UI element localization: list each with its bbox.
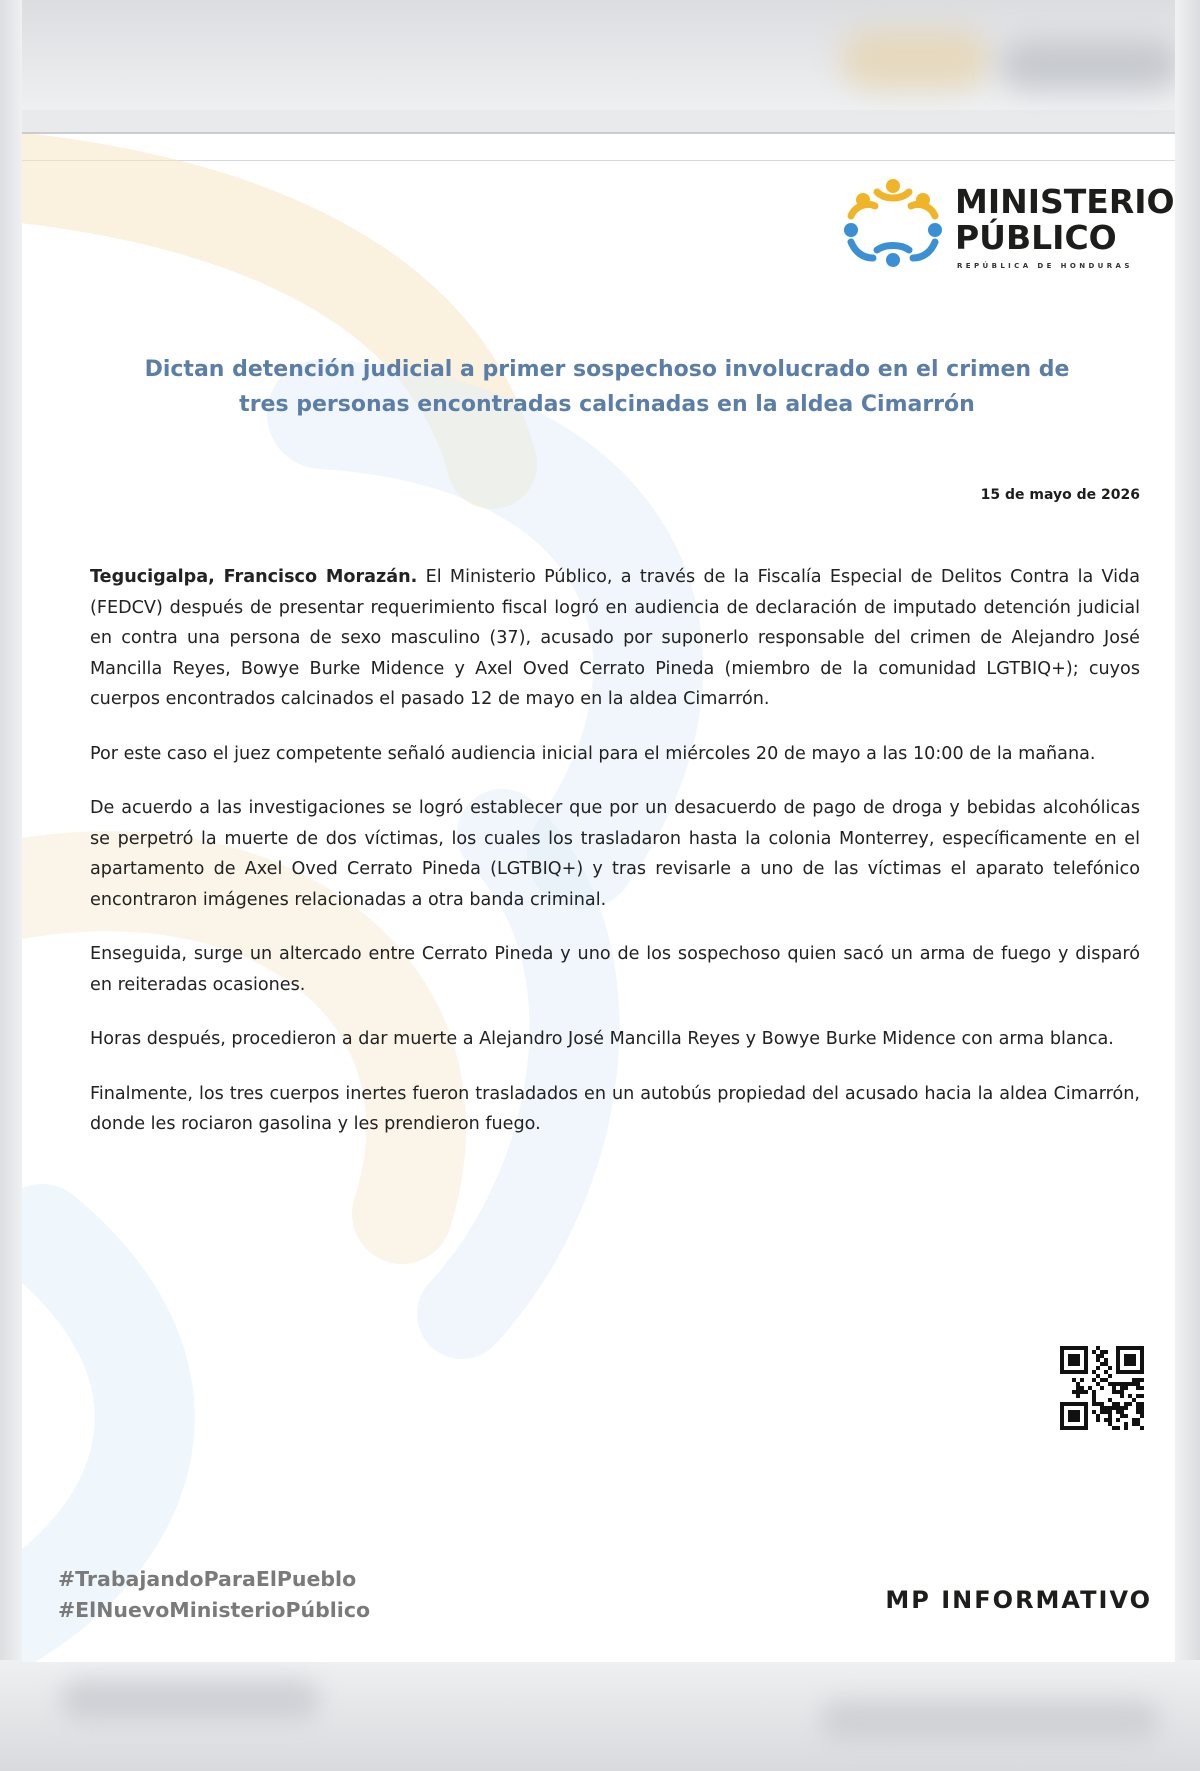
sheet-top-rule [22,160,1175,161]
paragraph-1 [90,562,1140,715]
hashtags [58,1564,370,1626]
blurred-top-background [0,0,1200,110]
logo-subtitle: REPÚBLICA DE HONDURAS [957,262,1133,270]
publication-date: 15 de mayo de 2026 [980,487,1140,503]
logo-wordmark [955,184,1175,256]
paragraph-2: Por este caso el juez competente señaló audiencia inicial para el miércoles 20 de mayo a las 10:00 de la mañana. [90,743,1096,764]
ministerio-logo-icon [837,166,949,278]
hashtag-1: #TrabajandoParaElPueblo [58,1567,357,1591]
paragraph-3: De acuerdo a las investigaciones se logró establecer que por un desacuerdo de pago de droga y bebidas alcohólicas se perpetró la muerte de dos víctimas, los cuales los trasladaron hasta la colonia Monterrey, específicamente en el apartamento de Axel Oved Cerrato Pineda (LGTBIQ+) y tras revisarle a uno de las víctimas el aparato telefónico encontraron imágenes relacionadas a otra banda criminal. [90,798,1140,910]
logo-line-2: PÚBLICO [955,218,1117,257]
paragraph-4: Enseguida, surge un altercado entre Cerrato Pineda y uno de los sospechoso quien sacó un arma de fuego y disparó en reiteradas ocasiones. [90,944,1140,995]
article-body [90,562,1140,1164]
hashtag-2: #ElNuevoMinisterioPúblico [58,1598,371,1622]
qr-code-icon [1060,1346,1144,1430]
blurred-bottom-background [0,1660,1200,1771]
dateline: Tegucigalpa, Francisco Morazán. [90,567,418,587]
paragraph-6: Finalmente, los tres cuerpos inertes fueron trasladados en un autobús propiedad del acusado hacia la aldea Cimarrón, donde les rociaron gasolina y les prendieron fuego. [90,1083,1140,1134]
blurred-right-edge [1175,0,1200,1771]
headline: Dictan detención judicial a primer sospechoso involucrado en el crimen de tres personas encontradas calcinadas en la aldea Cimarrón [144,357,1070,417]
mp-informativo-brand: MP INFORMATIVO [885,1586,1152,1614]
ministerio-publico-logo [837,166,1175,278]
press-release-sheet [22,132,1175,1662]
logo-line-1: MINISTERIO [955,182,1175,221]
blurred-left-edge [0,0,22,1771]
paragraph-1-text: El Ministerio Público, a través de la Fiscalía Especial de Delitos Contra la Vida (FEDCV) después de presentar requerimiento fiscal logró en audiencia de declaración de imputado detención judicial en contra una persona de sexo masculino (37), acusado por suponerlo responsable del crimen de Alejandro José Mancilla Reyes, Bowye Burke Midence y Axel Oved Cerrato Pineda (miembro de la comunidad LGTBIQ+); cuyos cuerpos encontrados calcinados el pasado 12 de mayo en la aldea Cimarrón. [90,567,1141,709]
paragraph-5: Horas después, procedieron a dar muerte a Alejandro José Mancilla Reyes y Bowye Burke Midence con arma blanca. [90,1029,1114,1049]
